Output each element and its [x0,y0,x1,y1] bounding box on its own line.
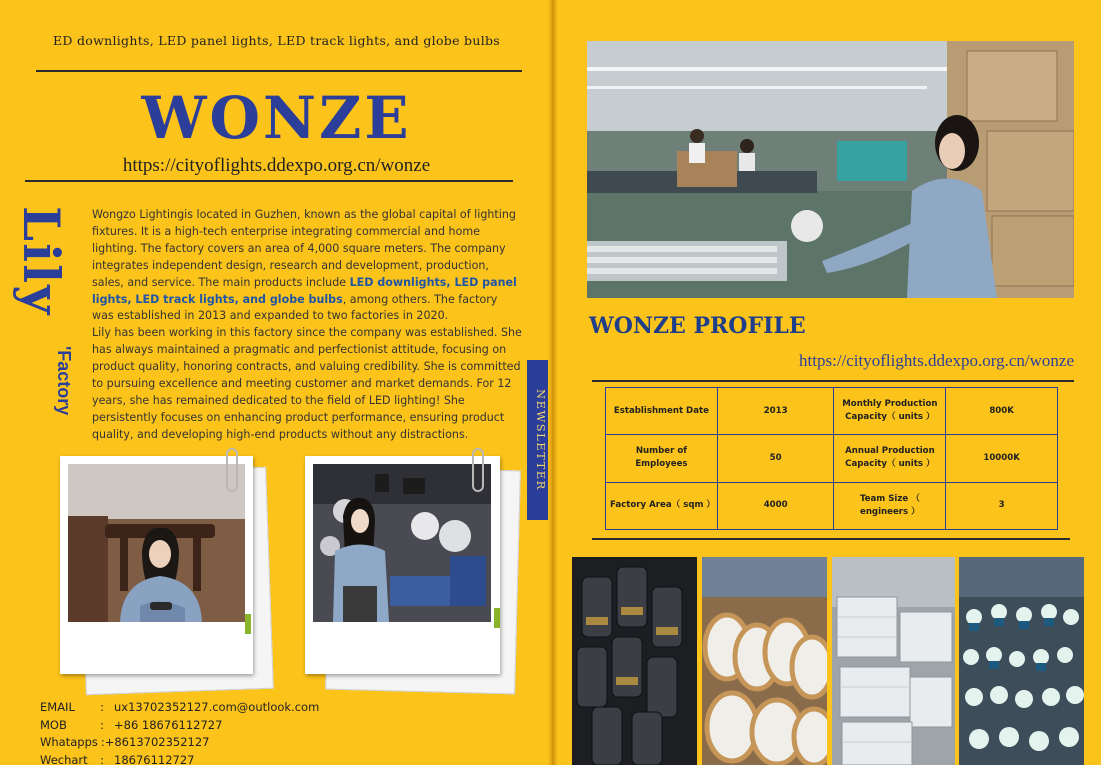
divider [36,70,522,72]
table-cell: Factory Area（ sqm ） [606,482,718,529]
factory-floor-photo [587,41,1074,298]
table-cell: Establishment Date [606,388,718,435]
website-url[interactable]: https://cityoflights.ddexpo.org.cn/wonze [122,155,431,176]
showroom-photo-card [305,456,500,674]
table-row [606,388,1058,435]
paperclip-icon [472,448,484,492]
table-cell: Annual Production Capacity（ units ） [834,435,946,482]
table-cell: 800K [946,388,1058,435]
table-cell: 50 [717,435,834,482]
contact-row-mob [40,717,319,735]
profile-url[interactable]: https://cityoflights.ddexpo.org.cn/wonze [799,351,1074,370]
showroom-photo [305,456,500,674]
newsletter-tab: NEWSLETTER [527,360,553,520]
contact-info [40,699,319,765]
panel-boxes-photo [832,557,955,765]
table-cell: 10000K [946,435,1058,482]
contact-label: EMAIL [40,700,75,714]
divider [25,180,513,182]
table-row [606,482,1058,529]
divider [592,380,1074,382]
page-spine [548,0,558,765]
contact-label: Whatapps [40,735,98,749]
profile-title: WONZE PROFILE [589,313,806,339]
paragraph-1-text: Wongzo Lightingis located in Guzhen, known as the global capital of lighting fixtures. It is a high-tech enterprise integrating commercial and home lighting. The factory covers an area of 4,000 square meters. The company integrates independent design, research and development, production, sales, and service. The main products include [92,208,516,289]
contact-label: MOB [40,717,67,732]
contact-separator: : [100,735,105,749]
contact-separator: : [100,700,104,714]
contact-row-wechat [40,752,319,765]
contact-label: Wechart [40,752,88,765]
products-highlight: LED downlights, LED panel lights, LED track lights, and globe bulbs [92,275,517,306]
photo-tab [494,608,500,628]
intro-text [92,207,522,444]
table-cell: Monthly Production Capacity（ units ） [834,388,946,435]
paperclip-icon [226,448,238,492]
mobile-value[interactable]: +86 18676112727 [114,717,223,732]
table-cell: 4000 [717,482,834,529]
email-value[interactable]: ux13702352127.com@outlook.com [114,700,320,714]
portrait-photo [60,456,253,674]
globe-bulbs-photo [959,557,1084,765]
brand-title: WONZE [141,84,412,152]
panel-light-photo [702,557,827,765]
downlight-stack-photo [572,557,697,765]
table-cell: Team Size （ engineers ） [834,482,946,529]
table-row [606,435,1058,482]
whatsapp-value[interactable]: +8613702352127 [104,735,210,749]
side-name: Lily [12,206,71,317]
paragraph-2: Lily has been working in this factory since the company was established. She has always maintained a pragmatic and perfectionist attitude, focusing on product quality, honoring contracts, and valuing credibility. She is committed to pursuing excellence and meeting customer and market demands. For 12 years, she has remained dedicated to the field of LED lighting! She persistently focuses on enhancing product performance, ensuring product quality, and developing high-end products without any distractions. [92,326,522,441]
table-cell: 2013 [717,388,834,435]
table-cell: Number of Employees [606,435,718,482]
divider [592,538,1070,540]
portrait-photo-card [60,456,253,674]
photo-tab [245,614,251,634]
table-cell: 3 [946,482,1058,529]
paragraph-1 [92,207,522,325]
contact-row-whatsapp [40,734,319,752]
tagline: ED downlights, LED panel lights, LED track lights, and globe bulbs [52,33,501,48]
contact-row-email [40,699,319,717]
wechat-value[interactable]: 18676112727 [114,752,195,765]
contact-separator: : [100,717,104,732]
side-subtitle: 'Factory [54,346,74,416]
contact-separator: : [100,752,104,765]
paragraph-1-end: , among others. The factory was established in 2013 and expanded to two factories in 2020. [92,292,498,323]
profile-table [605,387,1058,530]
